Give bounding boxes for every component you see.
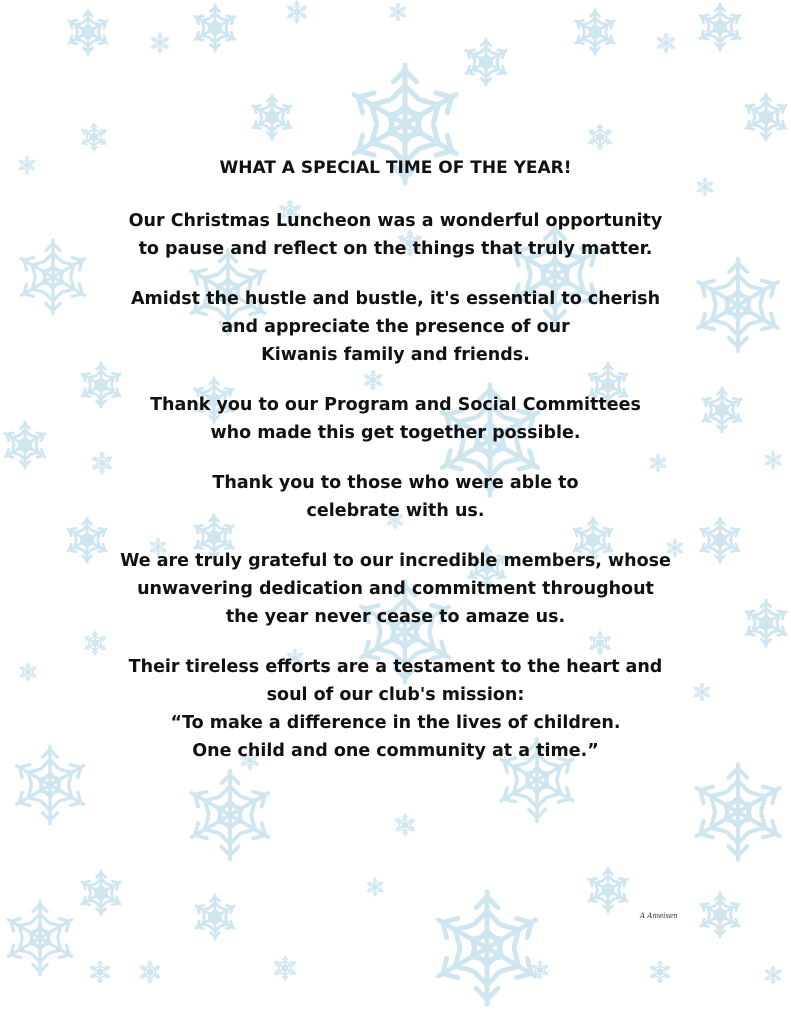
snowflake-icon [393, 813, 417, 837]
snowflake-icon [696, 891, 744, 939]
paragraph-line: and appreciate the presence of our [221, 317, 570, 337]
paragraph-line: celebrate with us. [306, 501, 485, 521]
snowflake-icon [0, 898, 80, 978]
snowflake-icon [191, 893, 239, 941]
letter-body [0, 155, 791, 787]
paragraph-line: Our Christmas Luncheon was a wonderful opportunity [128, 211, 663, 231]
snowflake-icon [695, 2, 745, 52]
paragraph-line: the year never cease to amaze us. [225, 607, 566, 627]
letter-paragraph [0, 285, 791, 369]
snowflake-icon [365, 877, 385, 897]
paragraph-line: who made this get together possible. [210, 423, 581, 443]
snowflake-icon [388, 2, 408, 22]
letter-paragraph [0, 469, 791, 525]
snowflake-icon [285, 0, 309, 24]
paragraph-line: Their tireless efforts are a testament to the heart and [128, 657, 663, 677]
paragraph-line: Thank you to our Program and Social Committees [150, 395, 641, 415]
snowflake-icon [149, 32, 171, 54]
paragraph-line: One child and one community at a time.” [192, 741, 599, 761]
letter-paragraphs [0, 207, 791, 765]
snowflake-icon [571, 8, 619, 56]
snowflake-icon [426, 887, 548, 1009]
snowflake-icon [648, 960, 672, 984]
signature: A Ameisen [640, 912, 678, 920]
snowflake-icon [586, 123, 614, 151]
snowflake-icon [530, 960, 550, 980]
snowflake-icon [77, 869, 125, 917]
letter-paragraph [0, 547, 791, 631]
paragraph-line: Amidst the hustle and bustle, it's essential to cherish [130, 289, 661, 309]
snowflake-icon [190, 3, 240, 53]
letter-paragraph [0, 391, 791, 447]
snowflake-icon [138, 960, 162, 984]
snowflake-icon [584, 866, 632, 914]
snowflake-icon [64, 8, 112, 56]
snowflake-icon [88, 960, 112, 984]
paragraph-line: soul of our club's mission: [266, 685, 525, 705]
snowflake-icon [248, 93, 296, 141]
snowflake-icon [272, 955, 298, 981]
snowflake-icon [763, 965, 783, 985]
paragraph-line: Thank you to those who were able to [212, 473, 579, 493]
snowflake-icon [79, 122, 109, 152]
paragraph-line: Kiwanis family and friends. [261, 345, 530, 365]
letter-paragraph [0, 653, 791, 765]
paragraph-line: “To make a difference in the lives of children. [170, 713, 621, 733]
snowflake-icon [655, 32, 677, 54]
letter-paragraph [0, 207, 791, 263]
paragraph-line: We are truly grateful to our incredible members, whose [120, 551, 671, 571]
letter-title: WHAT A SPECIAL TIME OF THE YEAR! [219, 158, 572, 178]
snowflake-icon [741, 92, 791, 142]
paragraph-line: unwavering dedication and commitment throughout [137, 579, 654, 599]
paragraph-line: to pause and reflect on the things that truly matter. [138, 239, 653, 259]
